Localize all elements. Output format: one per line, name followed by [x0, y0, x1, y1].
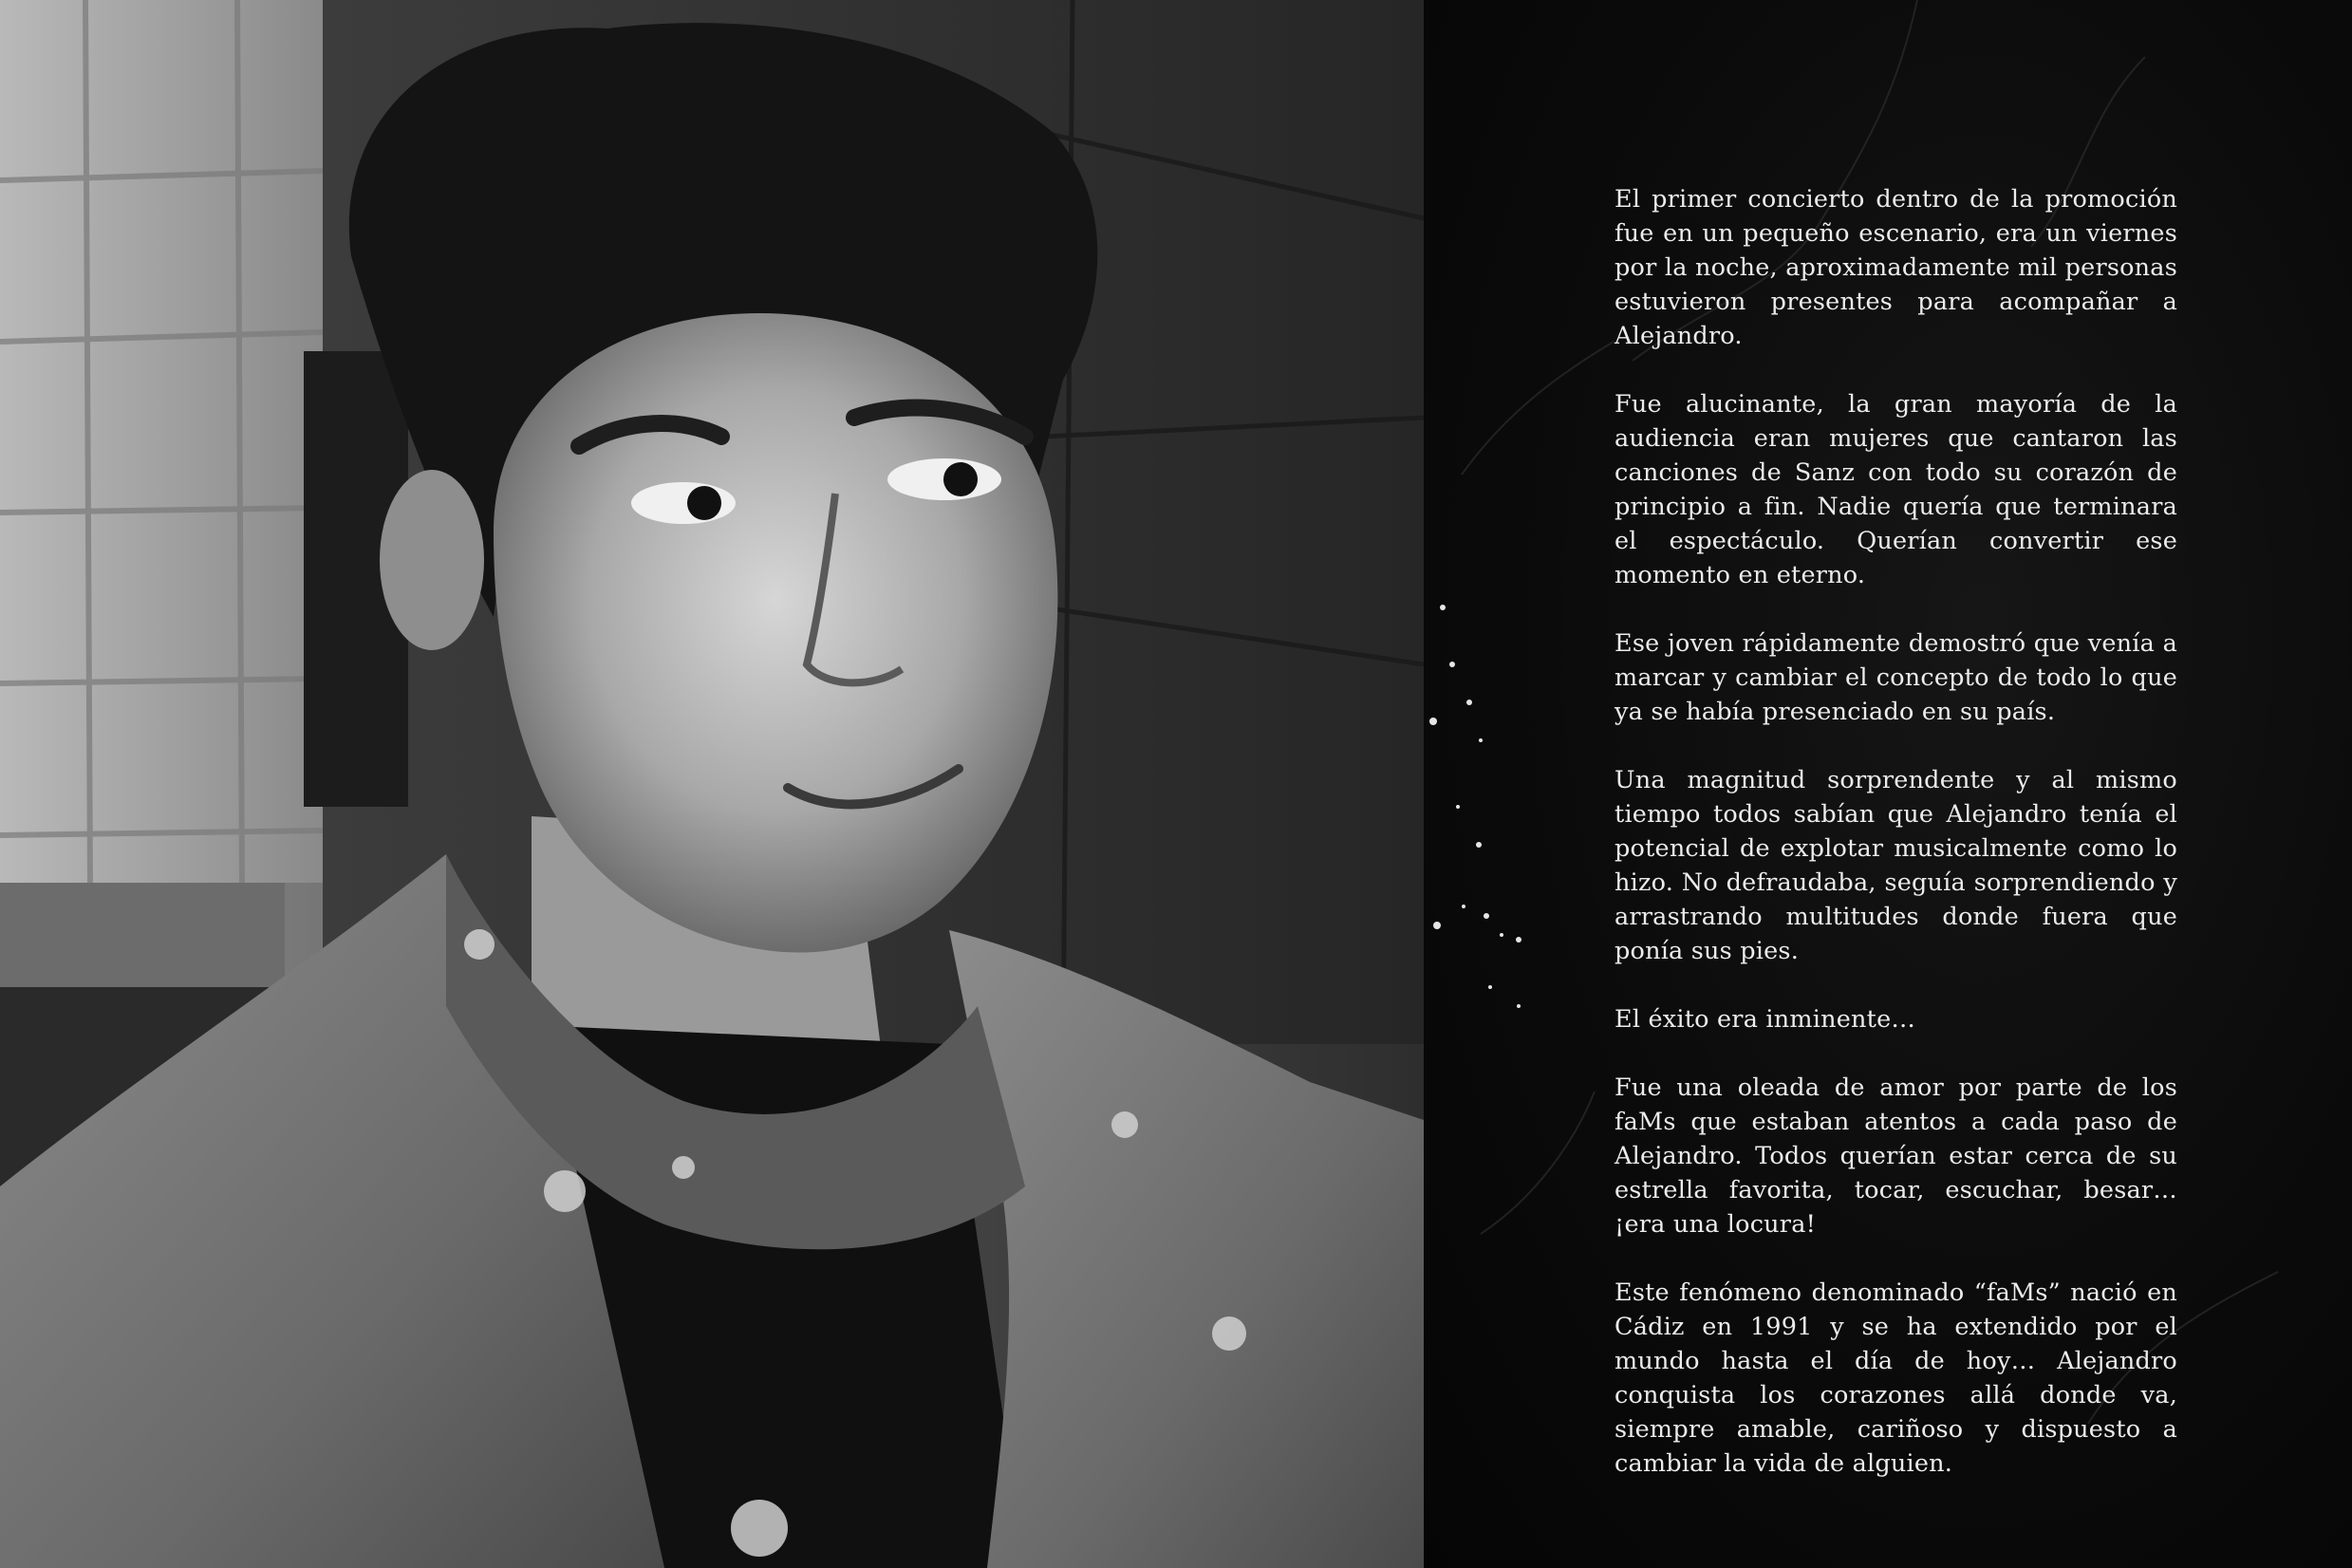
paragraph: Fue una oleada de amor por parte de los faMs que estaban atentos a cada paso de Alejandro. Todos querían estar cerca de su estrella favorita, tocar, escuchar, besar… ¡era una locura! [1615, 1073, 2177, 1239]
article-body [1615, 182, 2177, 1515]
paragraph: Ese joven rápidamente demostró que venía a marcar y cambiar el concepto de todo lo que ya se había presenciado en su país. [1615, 629, 2177, 726]
text-panel [1424, 0, 2352, 1568]
paragraph: Este fenómeno denominado “faMs” nació en Cádiz en 1991 y se ha extendido por el mundo hasta el día de hoy… Alejandro conquista los corazones allá donde va, siempre amable, cariñoso y dispuesto a cambiar la vida de alguien. [1615, 1279, 2177, 1478]
paragraph: El primer concierto dentro de la promoción fue en un pequeño escenario, era un viernes por la noche, aproximadamente mil personas estuvieron presentes para acompañar a Alejandro. [1615, 185, 2177, 350]
paragraph: Una magnitud sorprendente y al mismo tiempo todos sabían que Alejandro tenía el potencial de explotar musicalmente como lo hizo. No defraudaba, seguía sorprendiendo y arrastrando multitudes donde fuera que ponía sus pies. [1615, 766, 2177, 965]
paragraph: Fue alucinante, la gran mayoría de la audiencia eran mujeres que cantaron las canciones de Sanz con todo su corazón de principio a fin. Nadie quería que terminara el espectáculo. Querían convertir ese momento en eterno. [1615, 390, 2177, 589]
paragraph: El éxito era inminente… [1615, 1005, 1916, 1034]
